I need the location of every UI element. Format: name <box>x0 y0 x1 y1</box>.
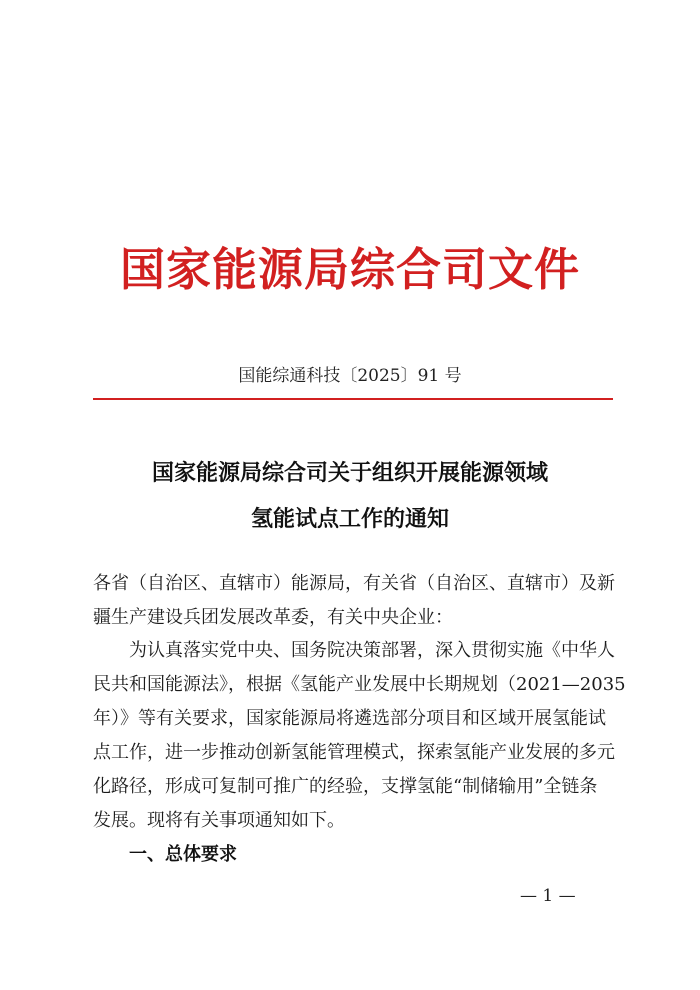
notice-title-line-1: 国家能源局综合司关于组织开展能源领域 <box>151 461 548 486</box>
notice-title-line-2: 氢能试点工作的通知 <box>250 507 449 532</box>
red-divider-rule <box>93 398 613 400</box>
body-paragraph-line-6: 发展。现将有关事项通知如下。 <box>93 810 345 831</box>
addressee-line-2: 疆生产建设兵团发展改革委，有关中央企业： <box>93 607 453 628</box>
body-paragraph-line-3: 年）》等有关要求，国家能源局将遴选部分项目和区域开展氢能试 <box>93 708 606 729</box>
addressee-line-1: 各省（自治区、直辖市）能源局，有关省（自治区、直辖市）及新 <box>93 573 615 594</box>
document-number: 国能综通科技〔2025〕91 号 <box>238 366 462 386</box>
issuer-header: 国家能源局综合司文件 <box>119 243 580 296</box>
body-paragraph-line-4: 点工作，进一步推动创新氢能管理模式，探索氢能产业发展的多元 <box>93 742 615 763</box>
body-paragraph-line-1: 为认真落实党中央、国务院决策部署，深入贯彻实施《中华人 <box>129 640 615 661</box>
section-heading: 一、总体要求 <box>129 844 237 865</box>
body-paragraph-line-5: 化路径，形成可复制可推广的经验，支撑氢能“制储输用”全链条 <box>93 776 598 797</box>
body-paragraph-line-2: 民共和国能源法》，根据《氢能产业发展中长期规划（2021—2035 <box>93 674 626 695</box>
page-number: — 1 — <box>520 886 576 906</box>
